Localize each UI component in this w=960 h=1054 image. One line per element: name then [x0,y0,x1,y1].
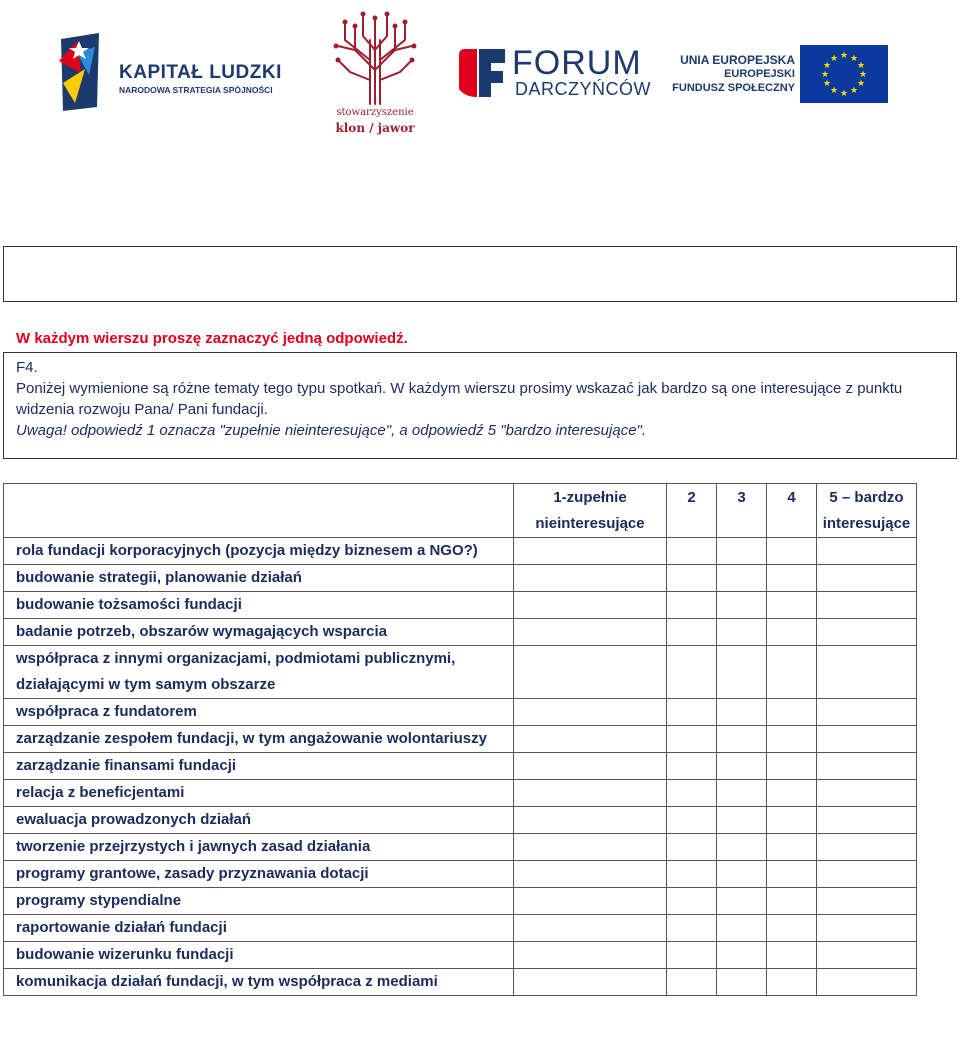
table-row [4,888,917,915]
rating-cell-3[interactable] [717,565,767,592]
rating-cell-5[interactable] [817,915,917,942]
eu-flag-icon [800,45,888,103]
rating-cell-4[interactable] [767,915,817,942]
klon-jawor-line1: stowarzyszenie [336,107,414,118]
eu-line1: UNIA EUROPEJSKA [680,53,795,67]
topic-label: budowanie tożsamości fundacji [4,592,514,619]
rating-cell-4[interactable] [767,646,817,699]
rating-cell-1[interactable] [514,969,667,996]
topic-label: programy grantowe, zasady przyznawania dotacji [4,861,514,888]
rating-cell-4[interactable] [767,726,817,753]
rating-cell-5[interactable] [817,807,917,834]
rating-cell-2[interactable] [667,834,717,861]
kapital-ludzki-emblem-icon [55,33,115,113]
header-row [4,484,917,538]
table-row [4,619,917,646]
rating-cell-3[interactable] [717,861,767,888]
eu-line3: FUNDUSZ SPOŁECZNY [672,82,795,94]
topic-label: współpraca z fundatorem [4,699,514,726]
table-row [4,646,917,699]
svg-text:★: ★ [839,51,849,61]
rating-cell-3[interactable] [717,538,767,565]
rating-cell-1[interactable] [514,753,667,780]
rating-cell-3[interactable] [717,915,767,942]
rating-cell-4[interactable] [767,861,817,888]
rating-cell-5[interactable] [817,753,917,780]
topic-label: zarządzanie finansami fundacji [4,753,514,780]
rating-cell-3[interactable] [717,942,767,969]
rating-cell-3[interactable] [717,619,767,646]
rating-cell-2[interactable] [667,888,717,915]
topic-label: raportowanie działań fundacji [4,915,514,942]
rating-cell-4[interactable] [767,834,817,861]
rating-cell-1[interactable] [514,565,667,592]
rating-table [3,483,917,996]
rating-cell-5[interactable] [817,565,917,592]
rating-cell-2[interactable] [667,969,717,996]
instruction-text: W każdym wierszu proszę zaznaczyć jedną odpowiedź. [16,330,408,347]
klon-jawor-line2: klon / jawor [335,121,415,135]
rating-cell-4[interactable] [767,699,817,726]
rating-cell-1[interactable] [514,726,667,753]
question-note: Uwaga! odpowiedź 1 oznacza "zupełnie nieinteresujące", a odpowiedź 5 "bardzo interesujące". [16,422,647,439]
rating-cell-2[interactable] [667,915,717,942]
forum-subtitle: DARCZYŃCÓW [515,79,651,99]
topic-label: ewaluacja prowadzonych działań [4,807,514,834]
table-row [4,780,917,807]
rating-cell-4[interactable] [767,969,817,996]
scale-header-5: 5 – bardzo interesujące [817,484,917,538]
logo-bar [0,0,960,150]
question-text: Poniżej wymienione są różne tematy tego typu spotkań. W każdym wierszu prosimy wskazać jak bardzo są one interesujące z punktu widzenia rozwoju Pana/ Pani fundacji. [16,380,903,418]
rating-cell-2[interactable] [667,861,717,888]
rating-cell-1[interactable] [514,619,667,646]
rating-cell-3[interactable] [717,780,767,807]
eu-line2: EUROPEJSKI [724,68,795,80]
rating-cell-1[interactable] [514,538,667,565]
rating-cell-4[interactable] [767,780,817,807]
rating-cell-5[interactable] [817,538,917,565]
rating-cell-3[interactable] [717,699,767,726]
eu-logo [672,45,890,105]
scale-header-4: 4 [767,484,817,538]
rating-cell-5[interactable] [817,726,917,753]
table-row [4,753,917,780]
rating-cell-1[interactable] [514,780,667,807]
svg-text:★: ★ [858,70,868,80]
rating-cell-5[interactable] [817,834,917,861]
rating-cell-2[interactable] [667,538,717,565]
rating-cell-2[interactable] [667,619,717,646]
topic-label: programy stypendialne [4,888,514,915]
topic-label: zarządzanie zespołem fundacji, w tym angażowanie wolontariuszy [4,726,514,753]
rating-cell-1[interactable] [514,646,667,699]
question-id: F4. [16,359,38,376]
rating-cell-2[interactable] [667,646,717,699]
rating-cell-3[interactable] [717,888,767,915]
rating-cell-5[interactable] [817,861,917,888]
rating-cell-3[interactable] [717,592,767,619]
rating-cell-2[interactable] [667,753,717,780]
kapital-ludzki-logo [55,33,295,113]
kapital-ludzki-subtitle: NARODOWA STRATEGIA SPÓJNOŚCI [119,85,273,95]
svg-text:★: ★ [820,70,830,80]
topic-label: badanie potrzeb, obszarów wymagających wsparcia [4,619,514,646]
topic-label: budowanie strategii, planowanie działań [4,565,514,592]
rating-cell-1[interactable] [514,942,667,969]
svg-text:★: ★ [822,61,832,71]
rating-cell-5[interactable] [817,646,917,699]
svg-text:★: ★ [849,54,859,64]
table-row [4,565,917,592]
scale-header-1: 1-zupełnie nieinteresujące [514,484,667,538]
question-box [3,352,957,459]
rating-cell-1[interactable] [514,699,667,726]
rating-cell-2[interactable] [667,592,717,619]
rating-cell-5[interactable] [817,592,917,619]
rating-cell-4[interactable] [767,753,817,780]
scale-header-3: 3 [717,484,767,538]
rating-cell-4[interactable] [767,592,817,619]
rating-cell-5[interactable] [817,942,917,969]
rating-cell-3[interactable] [717,807,767,834]
klon-jawor-logo [330,10,420,140]
table-row [4,726,917,753]
svg-text:★: ★ [839,89,849,99]
rating-cell-4[interactable] [767,888,817,915]
rating-cell-4[interactable] [767,619,817,646]
forum-emblem-icon [455,45,509,101]
rating-cell-1[interactable] [514,834,667,861]
rating-cell-1[interactable] [514,915,667,942]
svg-text:★: ★ [856,61,866,71]
rating-cell-1[interactable] [514,888,667,915]
rating-cell-4[interactable] [767,807,817,834]
rating-cell-2[interactable] [667,699,717,726]
blank-box [3,246,957,302]
svg-text:★: ★ [829,54,839,64]
rating-cell-3[interactable] [717,753,767,780]
topic-header-cell [4,484,514,538]
table-row [4,834,917,861]
svg-text:★: ★ [856,79,866,89]
table-row [4,969,917,996]
rating-cell-5[interactable] [817,699,917,726]
rating-cell-5[interactable] [817,619,917,646]
rating-cell-3[interactable] [717,969,767,996]
rating-cell-2[interactable] [667,565,717,592]
topic-label: komunikacja działań fundacji, w tym współpraca z mediami [4,969,514,996]
rating-cell-4[interactable] [767,538,817,565]
topic-label: budowanie wizerunku fundacji [4,942,514,969]
rating-cell-1[interactable] [514,592,667,619]
rating-cell-3[interactable] [717,646,767,699]
topic-label: tworzenie przejrzystych i jawnych zasad działania [4,834,514,861]
table-row [4,699,917,726]
rating-cell-1[interactable] [514,861,667,888]
table-row [4,861,917,888]
rating-cell-2[interactable] [667,942,717,969]
tree-icon [330,10,420,106]
rating-cell-2[interactable] [667,726,717,753]
rating-cell-5[interactable] [817,888,917,915]
topic-label: współpraca z innymi organizacjami, podmiotami publicznymi, działającymi w tym samym obszarze [4,646,514,699]
topic-label: rola fundacji korporacyjnych (pozycja między biznesem a NGO?) [4,538,514,565]
rating-cell-4[interactable] [767,565,817,592]
svg-text:★: ★ [829,86,839,96]
table-row [4,915,917,942]
rating-cell-2[interactable] [667,780,717,807]
table-row [4,538,917,565]
topic-label: relacja z beneficjentami [4,780,514,807]
table-row [4,592,917,619]
svg-text:★: ★ [822,79,832,89]
rating-cell-2[interactable] [667,807,717,834]
rating-cell-1[interactable] [514,807,667,834]
table-row [4,942,917,969]
rating-cell-3[interactable] [717,834,767,861]
forum-title: FORUM [512,44,642,82]
topics-body [4,538,917,996]
table-row [4,807,917,834]
rating-cell-3[interactable] [717,726,767,753]
rating-cell-4[interactable] [767,942,817,969]
rating-cell-5[interactable] [817,969,917,996]
forum-darczyncow-logo [455,44,651,105]
kapital-ludzki-title: KAPITAŁ LUDZKI [119,62,282,83]
svg-text:★: ★ [849,86,859,96]
rating-cell-5[interactable] [817,780,917,807]
scale-header-2: 2 [667,484,717,538]
